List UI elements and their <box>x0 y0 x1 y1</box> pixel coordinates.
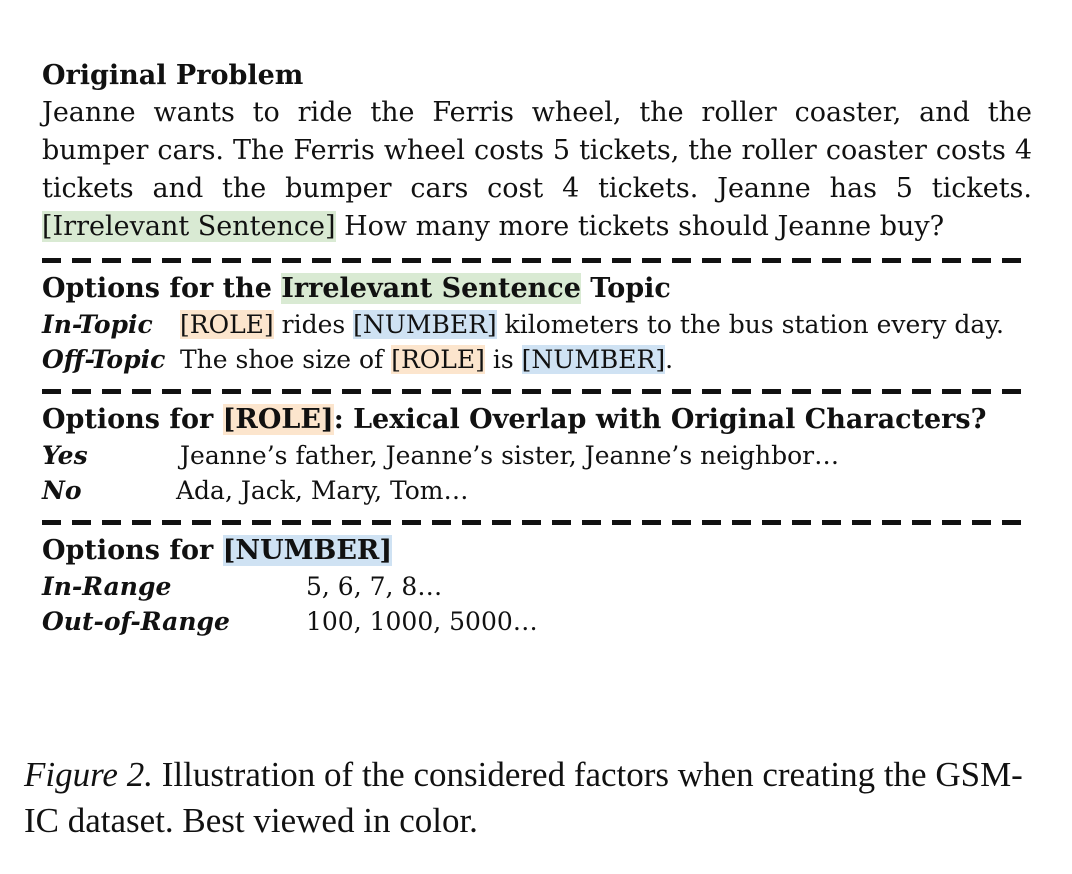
in-topic-text-mid: rides <box>273 310 354 339</box>
role-options-title <box>42 402 1032 438</box>
dashed-divider <box>42 389 1026 394</box>
role-title-suffix: : Lexical Overlap with Original Characters? <box>333 404 987 435</box>
number-title-prefix: Options for <box>42 535 223 566</box>
in-range-row <box>42 569 1032 604</box>
topic-title-highlight: Irrelevant Sentence <box>281 273 581 304</box>
problem-text-before: Jeanne wants to ride the Ferris wheel, the roller coaster, and the bumper cars. The Ferris wheel costs 5 tickets, the roller coaster costs 4 tickets and the bumper cars cost 4 tickets. Jeanne has 5 tickets. <box>42 97 1032 204</box>
caption-label: Figure 2. <box>24 755 153 794</box>
role-yes-label: Yes <box>42 441 88 470</box>
number-options-title <box>42 533 1032 569</box>
caption-text: Illustration of the considered factors when creating the GSM-IC dataset. Best viewed in color. <box>24 755 1023 840</box>
topic-title-suffix: Topic <box>580 273 671 304</box>
off-topic-label: Off-Topic <box>42 345 166 374</box>
topic-options-title <box>42 271 1032 307</box>
in-range-value: 5, 6, 7, 8… <box>306 572 443 601</box>
irrelevant-sentence-placeholder: [Irrelevant Sentence] <box>42 211 336 242</box>
role-title-prefix: Options for <box>42 404 223 435</box>
off-topic-role: [ROLE] <box>391 345 485 374</box>
number-title-highlight: [NUMBER] <box>222 535 393 566</box>
role-title-highlight: [ROLE] <box>222 404 334 435</box>
out-range-label: Out-of-Range <box>42 607 230 636</box>
role-yes-value: Jeanne’s father, Jeanne’s sister, Jeanne’s neighbor… <box>180 441 840 470</box>
problem-text-after: How many more tickets should Jeanne buy? <box>335 211 945 242</box>
off-topic-text-end: . <box>665 345 674 374</box>
figure-panel <box>42 58 1032 639</box>
topic-title-prefix: Options for the <box>42 273 282 304</box>
in-topic-value <box>180 307 1004 342</box>
role-yes-row <box>42 438 1032 473</box>
in-topic-number: [NUMBER] <box>353 310 497 339</box>
dashed-divider <box>42 258 1026 263</box>
in-topic-label: In-Topic <box>42 310 153 339</box>
in-topic-row <box>42 307 1032 342</box>
role-options-section <box>42 402 1032 508</box>
original-problem-section <box>42 58 1032 246</box>
off-topic-row <box>42 342 1032 377</box>
off-topic-text-start: The shoe size of <box>180 345 392 374</box>
original-problem-title: Original Problem <box>42 60 304 91</box>
in-topic-text-end: kilometers to the bus station every day. <box>496 310 1004 339</box>
out-range-row <box>42 604 1032 639</box>
role-no-row <box>42 473 1032 508</box>
out-range-value: 100, 1000, 5000… <box>306 607 538 636</box>
off-topic-value <box>180 342 673 377</box>
in-range-label: In-Range <box>42 572 172 601</box>
number-options-section <box>42 533 1032 639</box>
figure-caption <box>24 752 1034 844</box>
role-no-label: No <box>42 476 82 505</box>
original-problem-text <box>42 94 1032 246</box>
off-topic-number: [NUMBER] <box>521 345 666 374</box>
dashed-divider <box>42 520 1026 525</box>
in-topic-role: [ROLE] <box>180 310 274 339</box>
topic-options-section <box>42 271 1032 377</box>
off-topic-text-mid: is <box>484 345 522 374</box>
role-no-value: Ada, Jack, Mary, Tom… <box>176 476 469 505</box>
